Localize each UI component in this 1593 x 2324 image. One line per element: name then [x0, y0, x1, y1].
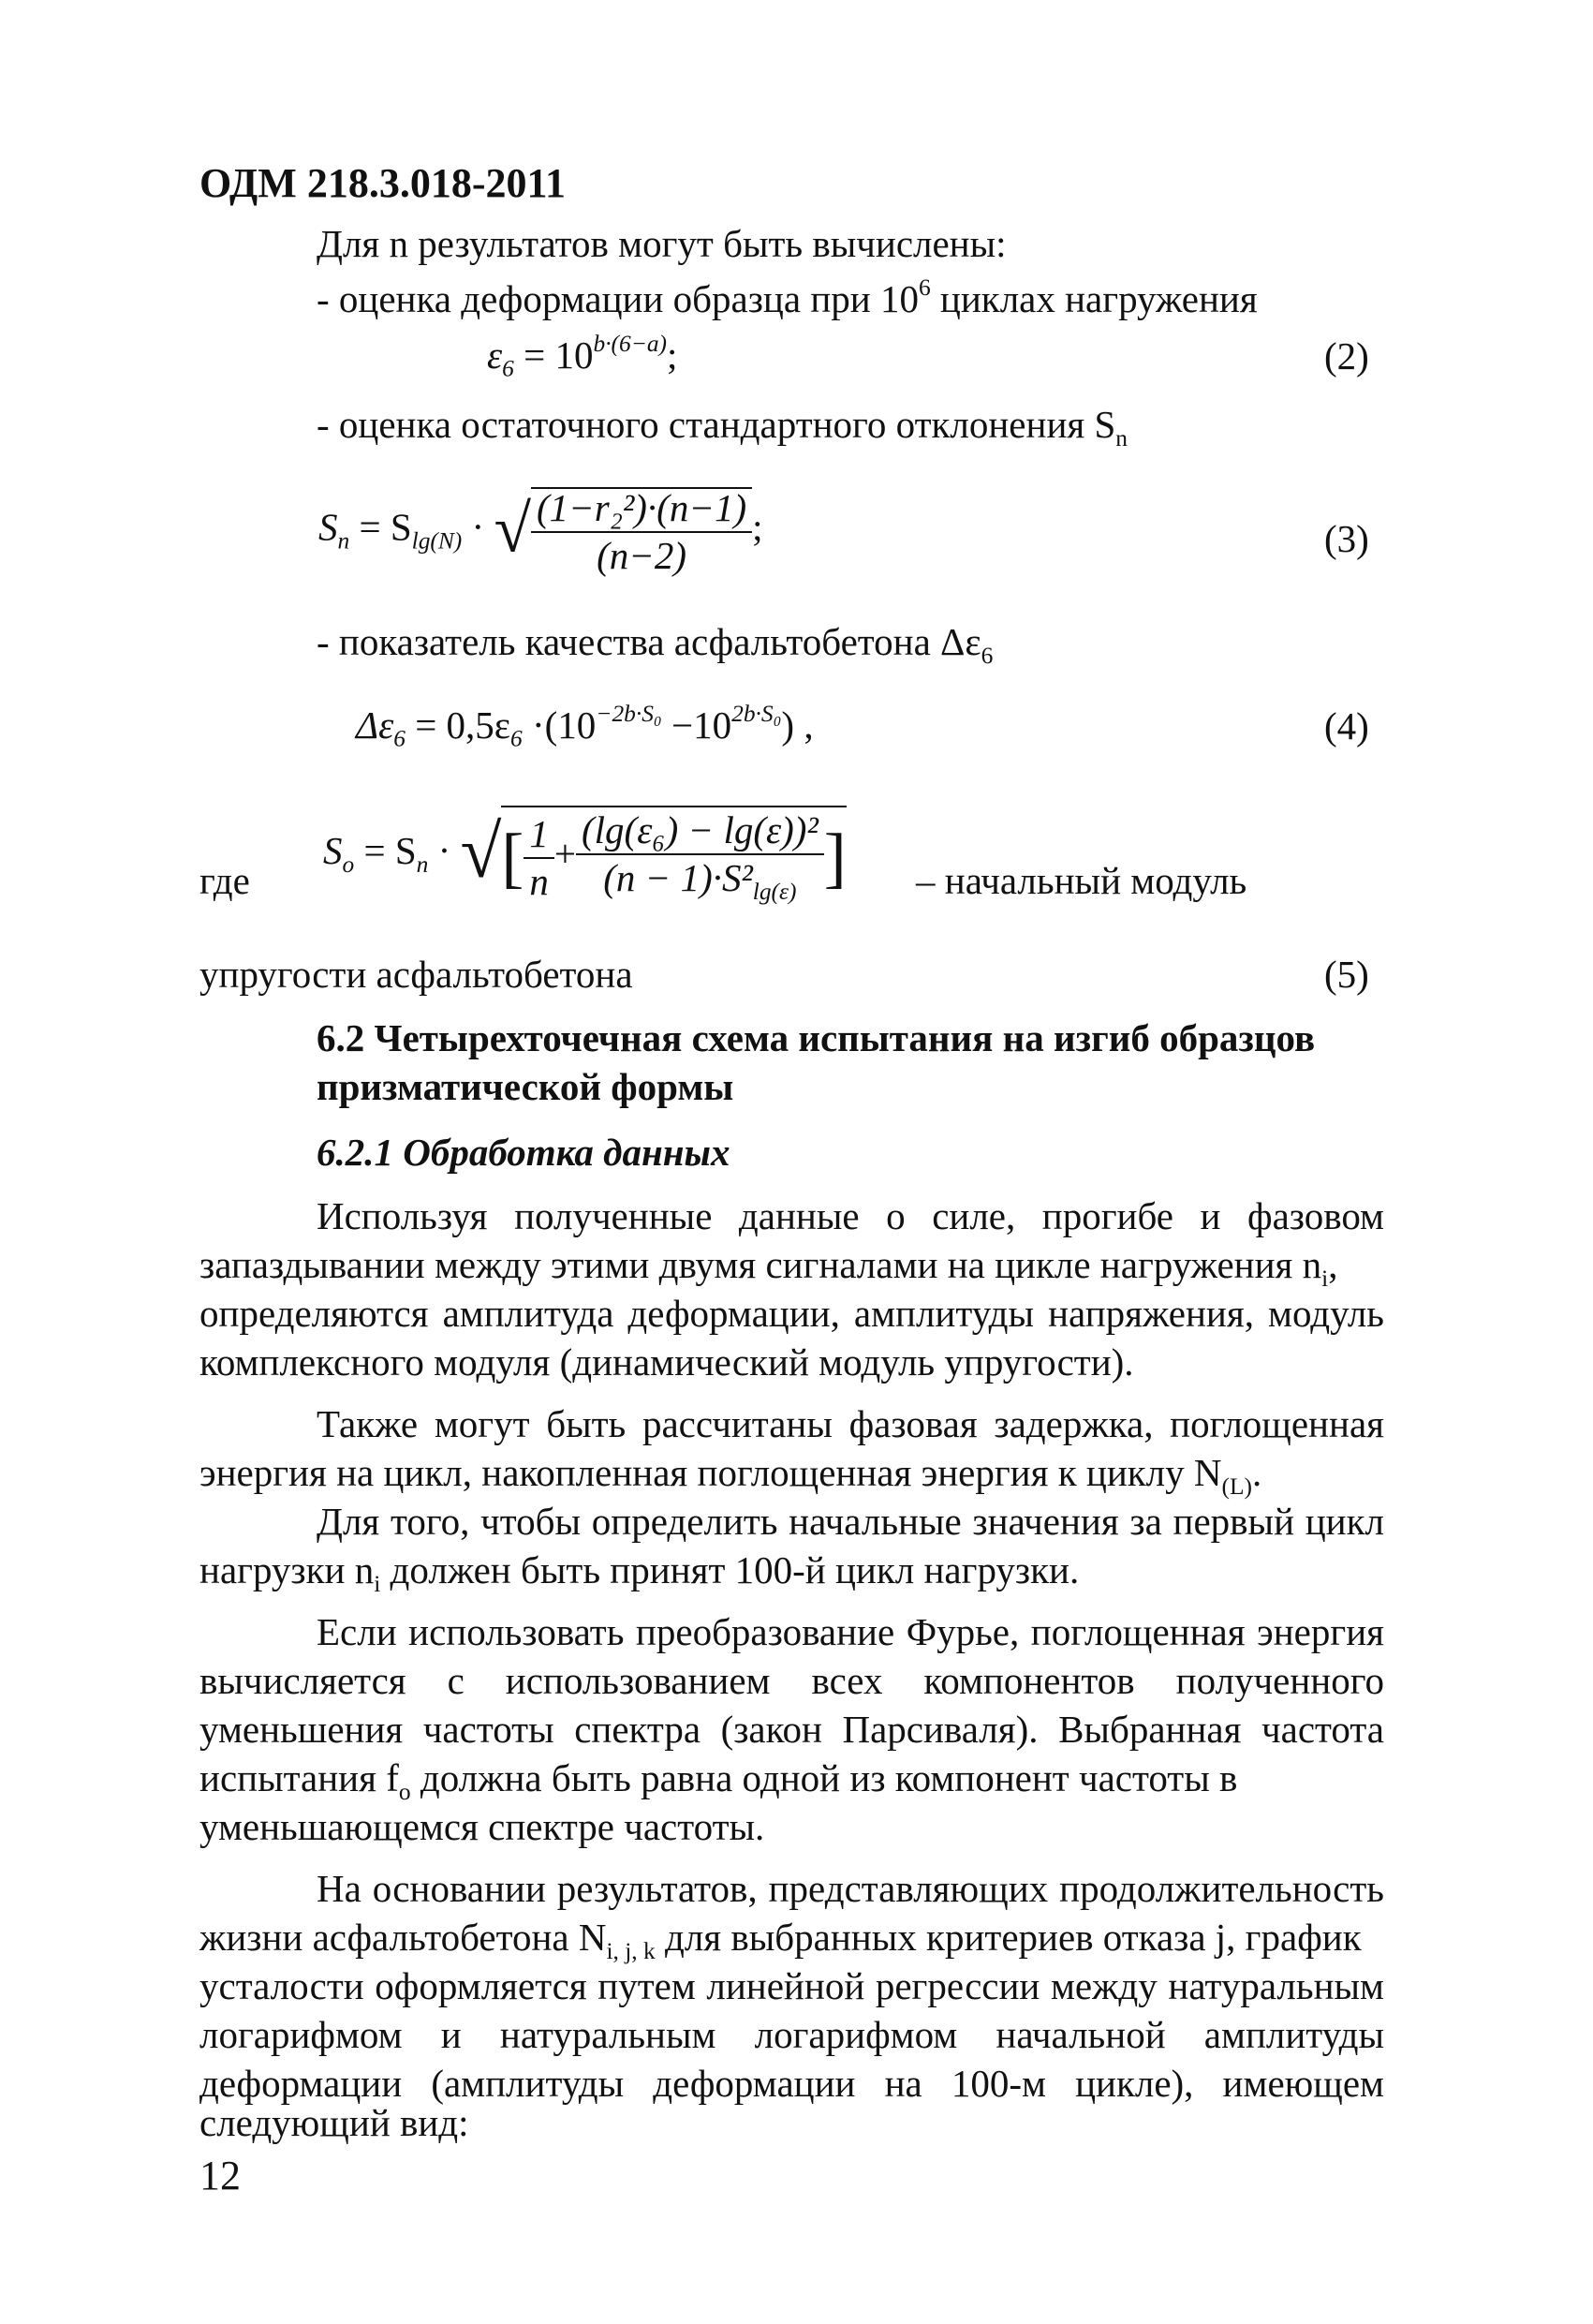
- bullet-text: циклах нагружения: [930, 276, 1258, 320]
- sqrt-sign-icon: √: [494, 491, 531, 567]
- eq-dot: ·: [437, 829, 451, 873]
- fraction-numerator: (lg(ε₆) − lg(ε))²: [576, 811, 824, 855]
- paragraph-line: определяются амплитуда деформации, амплитуды напряжения, модуль: [199, 1292, 1384, 1335]
- bullet-text: - оценка деформации образца при 10: [317, 276, 919, 320]
- eq-symbol: S: [318, 505, 338, 549]
- eq-subscript: 6: [510, 725, 523, 752]
- subscript: i: [1321, 1265, 1329, 1292]
- equation-number: (4): [1324, 704, 1369, 748]
- equation-4: [356, 703, 814, 751]
- bullet-text: - оценка остаточного стандартного отклонения S: [317, 403, 1116, 446]
- eq-term: ) ,: [781, 703, 814, 747]
- eq-fraction: [524, 811, 554, 903]
- eq-subscript: n: [337, 527, 350, 555]
- paragraph-line: Используя полученные данные о силе, прогибе и фазовом: [317, 1194, 1384, 1237]
- eq-superscript: −2b·S₀: [596, 701, 662, 727]
- document-code: ОДМ 218.3.018-2011: [199, 160, 567, 206]
- paragraph-line: усталости оформляется путем линейной регрессии между натуральным: [199, 1964, 1384, 2007]
- equation-3: [318, 487, 763, 575]
- paragraph-text: для выбранных критериев отказа j, график: [655, 1916, 1362, 1959]
- where-label: где: [199, 859, 250, 902]
- fraction-denominator: n: [529, 859, 549, 903]
- equation-number: (5): [1324, 953, 1369, 996]
- paragraph-text: .: [1251, 1451, 1262, 1494]
- intro-line: Для n результатов могут быть вычислены:: [317, 222, 1007, 265]
- paragraph-text: испытания f: [199, 1756, 399, 1799]
- subscript: (L): [1221, 1473, 1252, 1500]
- equation-2: [487, 333, 677, 381]
- eq-subscript: n: [416, 851, 429, 878]
- paragraph-line: уменьшения частоты спектра (закон Парсиваля). Выбранная частота: [199, 1708, 1384, 1751]
- paragraph-text: жизни асфальтобетона N: [199, 1916, 607, 1959]
- eq-term: −10: [661, 703, 732, 747]
- paragraph-text: ,: [1328, 1243, 1338, 1286]
- fraction-denominator: [576, 855, 824, 904]
- eq5-trailing-text: – начальный модуль: [916, 859, 1247, 902]
- paragraph-line: деформации (амплитуды деформации на 100-м цикле), имеющем: [199, 2062, 1384, 2105]
- eq-term: = S: [359, 505, 412, 549]
- paragraph-line: [199, 1243, 1338, 1292]
- paragraph-line: Для того, чтобы определить начальные значения за первый цикл: [317, 1500, 1384, 1543]
- radicand: [501, 806, 846, 904]
- subscript: 6: [981, 642, 994, 669]
- eq-term: ;: [752, 505, 763, 549]
- eq-symbol: S: [323, 829, 343, 873]
- paragraph-line: комплексного модуля (динамический модуль упругости).: [199, 1340, 1134, 1384]
- bullet-text: - показатель качества асфальтобетона Δε: [317, 620, 981, 663]
- right-bracket-icon: ]: [823, 820, 847, 896]
- fraction-numerator: (1−r₂²)·(n−1): [531, 489, 752, 533]
- paragraph-line: На основании результатов, представляющих продолжительность: [317, 1867, 1384, 1910]
- paragraph-line: [199, 1548, 1080, 1597]
- eq-superscript: b·(6−a): [593, 331, 668, 357]
- bullet-std-deviation: [317, 403, 1128, 451]
- section-heading: 6.2 Четырехточечная схема испытания на изгиб образцов: [317, 1016, 1316, 1059]
- paragraph-line: следующий вид:: [199, 2101, 469, 2144]
- eq-term: Δε: [356, 703, 394, 747]
- paragraph-line: Также могут быть рассчитаны фазовая задержка, поглощенная: [317, 1402, 1384, 1445]
- equation-number: (3): [1324, 517, 1369, 560]
- paragraph-text: энергия на цикл, накопленная поглощенная энергия к циклу N: [199, 1451, 1222, 1494]
- eq-subscript: 6: [502, 355, 514, 382]
- paragraph-line: уменьшающемся спектре частоты.: [199, 1805, 765, 1848]
- eq-term: = 10: [524, 333, 594, 377]
- paragraph-line: [199, 1918, 1362, 1963]
- eq-subscript: lg(ε): [752, 878, 797, 905]
- bullet-quality-index: [317, 620, 994, 669]
- eq-superscript: 2b·S₀: [731, 701, 782, 727]
- paragraph-line: логарифмом и натуральным логарифмом начальной амплитуды: [199, 2013, 1384, 2056]
- section-heading: призматической формы: [317, 1065, 734, 1108]
- paragraph-text: [199, 1756, 1238, 1805]
- eq-subscript: lg(N): [411, 527, 463, 555]
- equation-number: (2): [1324, 334, 1369, 377]
- paragraph-line: [199, 1451, 1262, 1500]
- eq-plus: +: [553, 832, 577, 876]
- eq-term: = S: [363, 829, 417, 873]
- paragraph-line: Если использовать преобразование Фурье, поглощенная энергия: [317, 1610, 1384, 1653]
- denominator-text: (n − 1)·S²: [603, 856, 753, 899]
- subscript: o: [398, 1778, 411, 1805]
- paragraph-text: должен быть принят 100-й цикл нагрузки.: [380, 1548, 1080, 1591]
- subscript: n: [1115, 424, 1128, 451]
- eq-term: ·(10: [522, 703, 597, 747]
- subscript: i: [374, 1570, 381, 1597]
- eq-fraction: [531, 487, 752, 575]
- eq-fraction: [576, 808, 824, 905]
- eq-dot: ·: [471, 505, 485, 549]
- sqrt-sign-icon: √: [460, 811, 502, 895]
- paragraph-line: вычисляется с использованием всех компонентов полученного: [199, 1659, 1384, 1702]
- paragraph-text: запаздывании между этими двумя сигналами на цикле нагружения n: [199, 1243, 1322, 1286]
- paragraph-line: [199, 1756, 1384, 1805]
- equation-5: [323, 806, 847, 904]
- left-bracket-icon: [: [501, 820, 524, 896]
- subscript: i, j, k: [606, 1937, 656, 1964]
- fraction-numerator: 1: [524, 815, 554, 859]
- superscript: 6: [918, 274, 931, 301]
- eq-subscript: 6: [393, 725, 406, 752]
- page-number: 12: [199, 2153, 241, 2198]
- eq5-continuation: упругости асфальтобетона: [199, 953, 633, 996]
- paragraph-text: должна быть равна одной из компонент частоты в: [410, 1756, 1238, 1799]
- fraction-denominator: (n−2): [597, 534, 687, 577]
- eq-symbol: ε: [487, 333, 503, 377]
- subsection-heading: 6.2.1 Обработка данных: [317, 1131, 730, 1174]
- eq-term: = 0,5ε: [405, 703, 511, 747]
- eq-subscript: o: [342, 851, 355, 878]
- eq-term: ;: [667, 333, 678, 377]
- bullet-deformation: [317, 276, 1258, 318]
- paragraph-text: нагрузки n: [199, 1548, 375, 1591]
